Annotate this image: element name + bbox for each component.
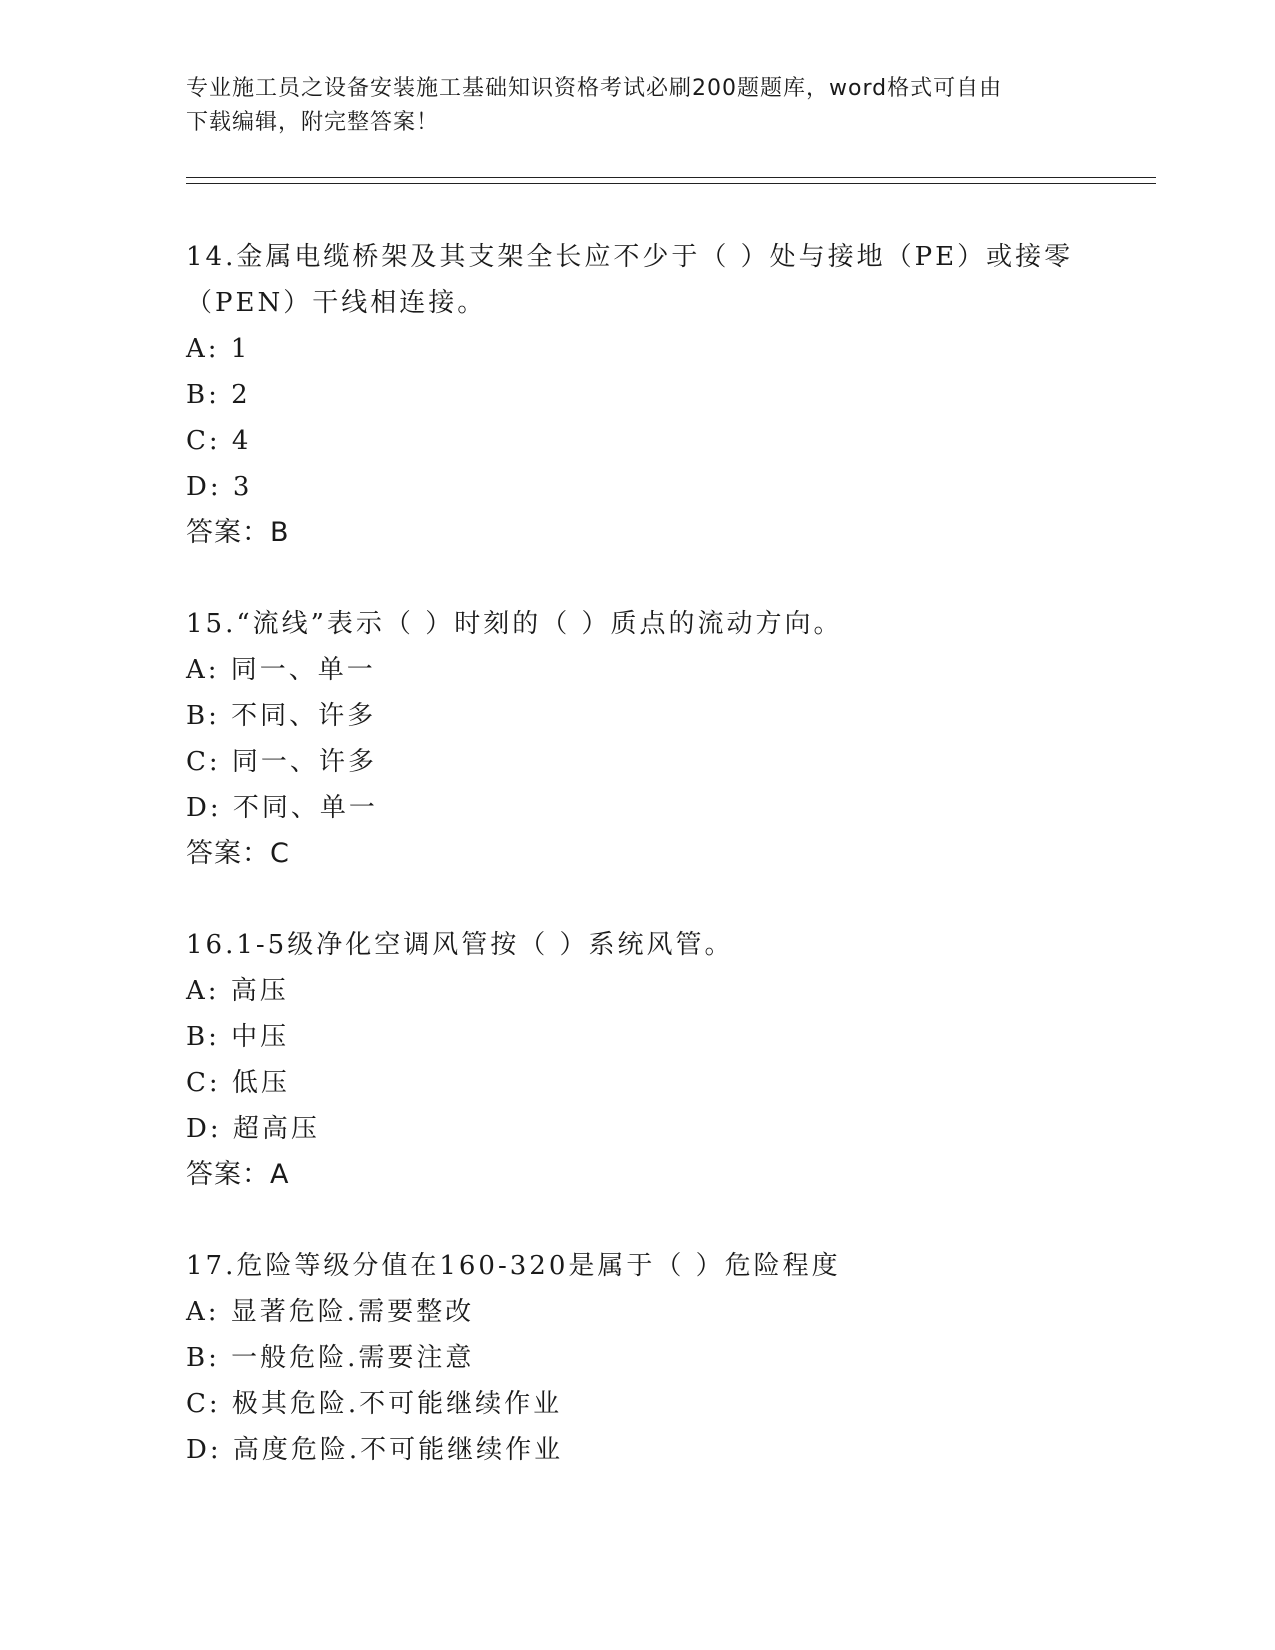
header-divider-bottom — [186, 183, 1156, 184]
header-divider-top — [186, 177, 1156, 178]
option-d: D: 3 — [186, 472, 253, 502]
question-list — [186, 234, 1086, 1518]
option-a: A: 1 — [186, 334, 251, 364]
option-b: B: 2 — [186, 380, 251, 410]
option-d: D: 超高压 — [186, 1114, 320, 1144]
answer-line: 答案：B — [186, 517, 290, 548]
question-stem: 16.1-5级净化空调风管按（ ）系统风管。 — [186, 930, 734, 960]
header-line-1: 专业施工员之设备安装施工基础知识资格考试必刷200题题库，word格式可自由 — [186, 76, 1003, 101]
question-16 — [186, 922, 1086, 1198]
option-d: D: 高度危险.不可能继续作业 — [186, 1435, 564, 1465]
option-c: C: 同一、许多 — [186, 747, 377, 777]
option-a: A: 显著危险.需要整改 — [186, 1297, 475, 1327]
option-b: B: 不同、许多 — [186, 701, 377, 731]
answer-line: 答案：A — [186, 1159, 290, 1190]
option-c: C: 极其危险.不可能继续作业 — [186, 1389, 563, 1419]
option-b: B: 中压 — [186, 1022, 290, 1052]
question-stem: 14.金属电缆桥架及其支架全长应不少于（ ）处与接地（PE）或接零 — [186, 242, 1074, 272]
option-a: A: 高压 — [186, 976, 289, 1006]
option-b: B: 一般危险.需要注意 — [186, 1343, 475, 1373]
question-stem: 17.危险等级分值在160-320是属于（ ）危险程度 — [186, 1251, 841, 1281]
question-stem-continued: （PEN）干线相连接。 — [186, 288, 487, 318]
question-17 — [186, 1243, 1086, 1473]
option-a: A: 同一、单一 — [186, 655, 376, 685]
header-line-2: 下载编辑，附完整答案！ — [186, 110, 440, 135]
question-14 — [186, 234, 1086, 556]
question-15 — [186, 601, 1086, 877]
option-c: C: 4 — [186, 426, 252, 456]
answer-line: 答案：C — [186, 838, 290, 869]
question-stem: 15.“流线”表示（ ）时刻的（ ）质点的流动方向。 — [186, 609, 843, 639]
document-header — [186, 72, 1086, 140]
option-d: D: 不同、单一 — [186, 793, 378, 823]
option-c: C: 低压 — [186, 1068, 290, 1098]
